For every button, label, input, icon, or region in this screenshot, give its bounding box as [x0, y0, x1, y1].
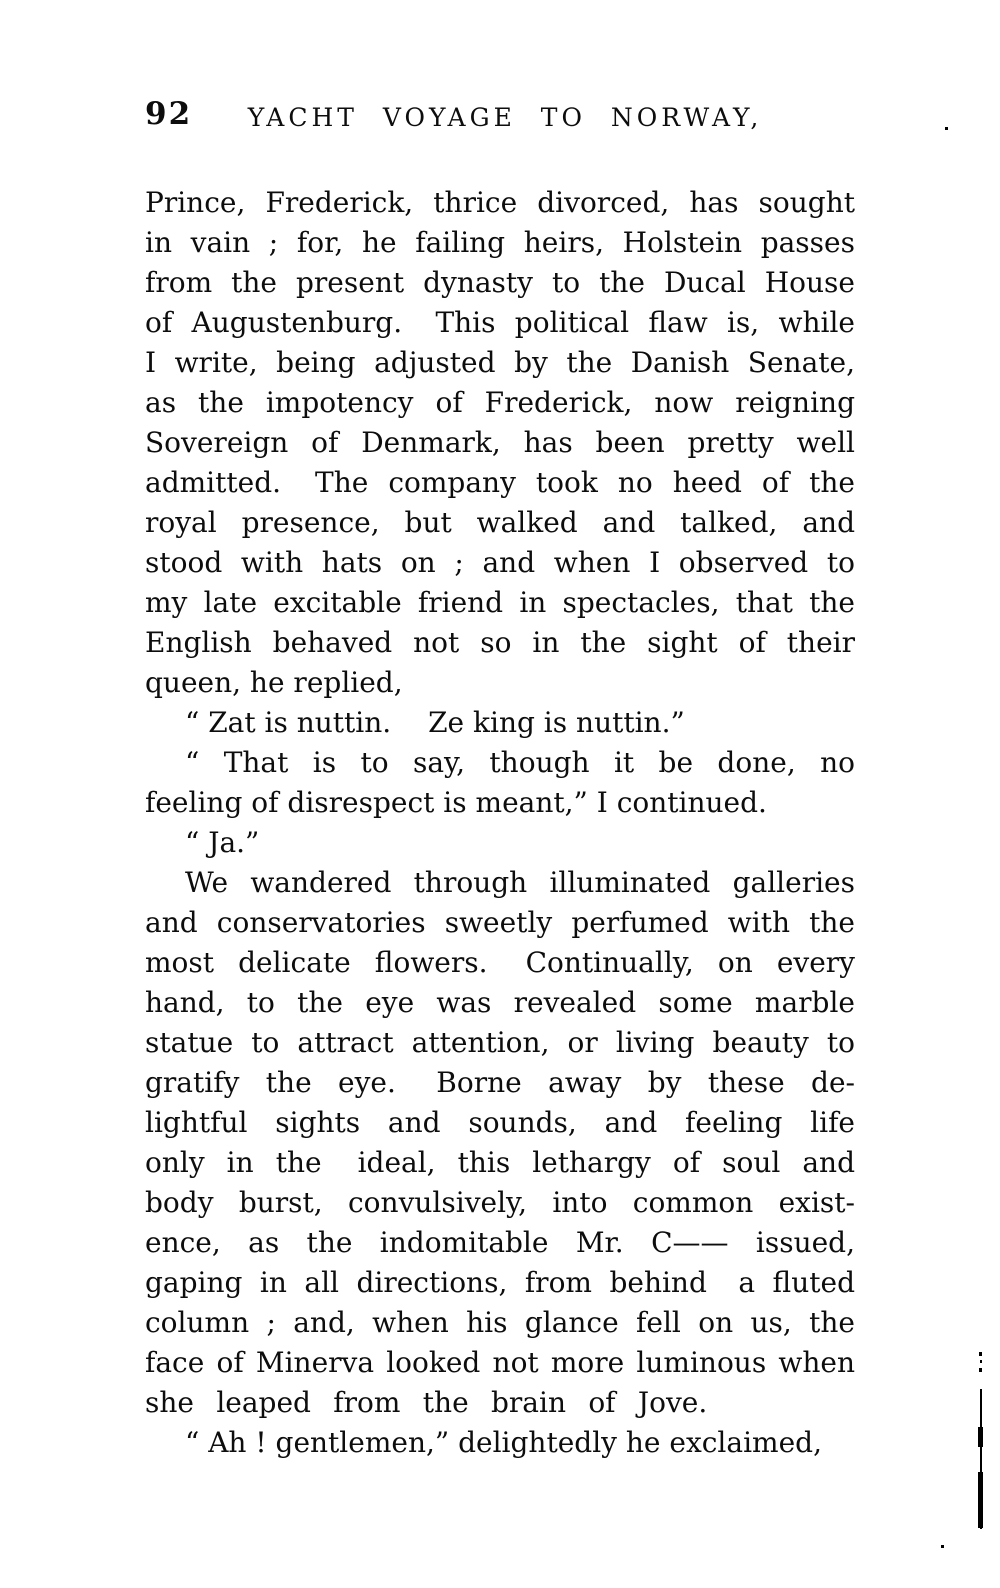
- text-line: royal presence, but walked and talked, and: [145, 506, 855, 539]
- text-line: as the impotency of Frederick, now reigning: [145, 386, 855, 419]
- scan-speck: [945, 127, 948, 130]
- text-line: gaping in all directions, from behind a fluted: [145, 1266, 855, 1299]
- text-line: and conservatories sweetly perfumed with the: [145, 906, 855, 939]
- text-line: she leaped from the brain of Jove.: [145, 1386, 708, 1419]
- text-line: from the present dynasty to the Ducal House: [145, 266, 855, 299]
- text-line: gratify the eye. Borne away by these de-: [145, 1066, 855, 1099]
- text-line: Sovereign of Denmark, has been pretty well: [145, 426, 855, 459]
- text-line: in vain ; for, he failing heirs, Holstein passes: [145, 226, 855, 259]
- running-title: YACHT VOYAGE TO NORWAY,: [247, 103, 763, 132]
- scan-speck: [979, 1352, 982, 1356]
- text-line: my late excitable friend in spectacles, that the: [145, 586, 855, 619]
- text-line: admitted. The company took no heed of the: [145, 466, 855, 499]
- text-line: most delicate flowers. Continually, on every: [145, 946, 855, 979]
- scan-ink-blob: [978, 1427, 983, 1447]
- text-line: feeling of disrespect is meant,” I continued.: [145, 786, 767, 819]
- text-line: queen, he replied,: [145, 666, 403, 699]
- text-line: statue to attract attention, or living beauty to: [145, 1026, 855, 1059]
- scan-speck: [980, 1360, 982, 1363]
- text-line: only in the ideal, this lethargy of soul and: [145, 1146, 855, 1179]
- text-line: column ; and, when his glance fell on us, the: [145, 1306, 855, 1339]
- text-line: stood with hats on ; and when I observed to: [145, 546, 855, 579]
- text-line: “ Ah ! gentlemen,” delightedly he exclaimed,: [185, 1426, 822, 1459]
- text-line: body burst, convulsively, into common exist-: [145, 1186, 855, 1219]
- scan-speck: [979, 1368, 982, 1372]
- text-line: of Augustenburg. This political flaw is, while: [145, 306, 855, 339]
- text-line: “ Zat is nuttin. Ze king is nuttin.”: [185, 706, 685, 739]
- text-line: “ That is to say, though it be done, no: [185, 746, 855, 779]
- scan-ink-blob: [978, 1472, 983, 1528]
- scan-speck: [941, 1545, 944, 1548]
- text-line: ence, as the indomitable Mr. C—— issued,: [145, 1226, 855, 1259]
- text-line: “ Ja.”: [185, 826, 260, 859]
- text-line: English behaved not so in the sight of their: [145, 626, 855, 659]
- text-line: I write, being adjusted by the Danish Senate,: [145, 346, 855, 379]
- page-number: 92: [145, 96, 193, 132]
- text-line: hand, to the eye was revealed some marble: [145, 986, 855, 1019]
- text-block: [145, 183, 855, 1463]
- text-line: face of Minerva looked not more luminous when: [145, 1346, 855, 1379]
- text-line: Prince, Frederick, thrice divorced, has sought: [145, 186, 855, 219]
- text-line: We wandered through illuminated galleries: [185, 866, 855, 899]
- text-line: lightful sights and sounds, and feeling life: [145, 1106, 855, 1139]
